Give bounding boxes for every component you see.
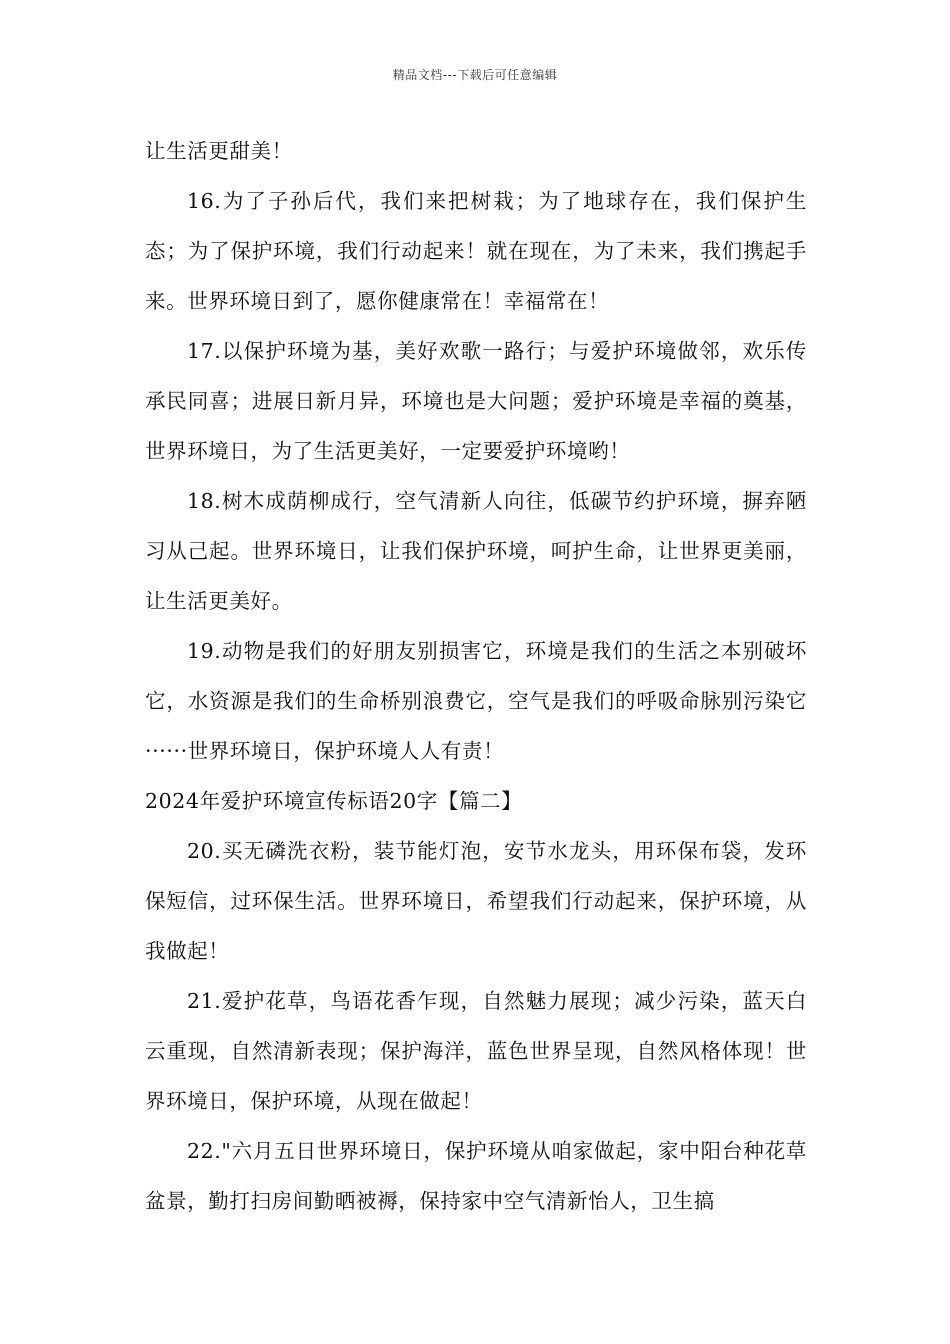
section-heading: 2024年爱护环境宣传标语20字【篇二】 [145, 789, 523, 813]
paragraph-22: 22."六月五日世界环境日，保护环境从咱家做起，家中阳台种花草盆景，勤打扫房间勤晒被褥，保持家中空气清新怡人，卫生搞 [145, 1139, 807, 1213]
paragraph-16: 16.为了子孙后代，我们来把树栽；为了地球存在，我们保护生态；为了保护环境，我们行动起来！就在现在，为了未来，我们携起手来。世界环境日到了，愿你健康常在！幸福常在！ [145, 189, 807, 313]
paragraph-17: 17.以保护环境为基，美好欢歌一路行；与爱护环境做邻，欢乐传承民同喜；进展日新月异，环境也是大问题；爱护环境是幸福的奠基，世界环境日，为了生活更美好，一定要爱护环境哟！ [145, 339, 807, 463]
paragraph-21: 21.爱护花草，鸟语花香乍现，自然魅力展现；减少污染，蓝天白云重现，自然清新表现；保护海洋，蓝色世界呈现，自然风格体现！世界环境日，保护环境，从现在做起！ [145, 989, 807, 1113]
document-body [145, 126, 807, 1226]
paragraph-19: 19.动物是我们的好朋友别损害它，环境是我们的生活之本别破坏它，水资源是我们的生命桥别浪费它，空气是我们的呼吸命脉别污染它······世界环境日，保护环境人人有责！ [145, 639, 807, 763]
paragraph-18: 18.树木成荫柳成行，空气清新人向往，低碳节约护环境，摒弃陋习从己起。世界环境日，让我们保护环境，呵护生命，让世界更美丽，让生活更美好。 [145, 489, 807, 613]
paragraph-20: 20.买无磷洗衣粉，装节能灯泡，安节水龙头，用环保布袋，发环保短信，过环保生活。世界环境日，希望我们行动起来，保护环境，从我做起！ [145, 839, 807, 963]
page-header: 精品文档---下载后可任意编辑 [392, 68, 558, 82]
paragraph-continuation: 让生活更甜美！ [145, 139, 293, 163]
